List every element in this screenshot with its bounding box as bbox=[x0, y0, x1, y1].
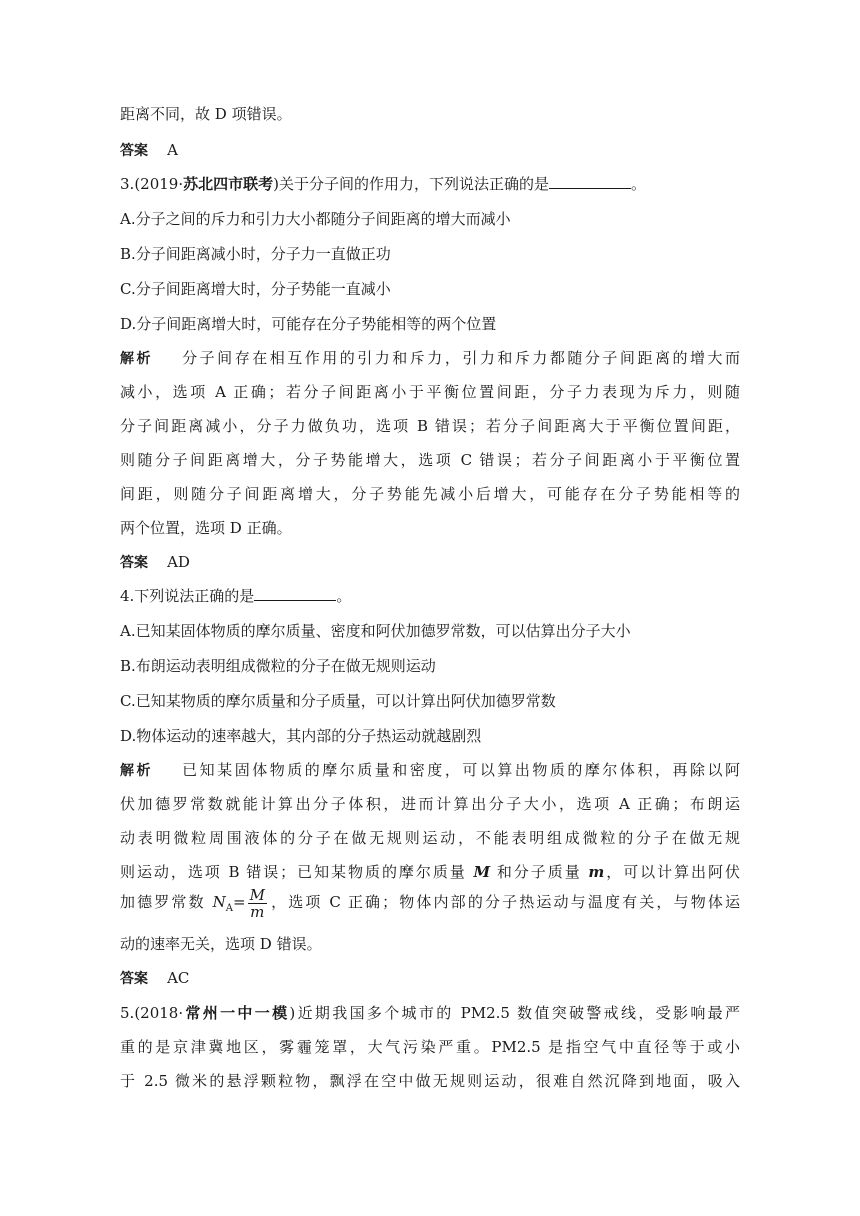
option-b: B.分子间距离减小时，分子力一直做正功 bbox=[120, 245, 391, 263]
analysis-line: 伏加德罗常数就能计算出分子体积，进而计算出分子大小，选项 A 正确；布朗运 bbox=[120, 795, 740, 813]
source-close: ) bbox=[273, 175, 279, 193]
answer-row bbox=[120, 552, 740, 573]
option-c: C.已知某物质的摩尔质量和分子质量，可以计算出阿伏加德罗常数 bbox=[120, 692, 556, 710]
answer-value: AD bbox=[167, 553, 190, 571]
question-text: 关于分子间的作用力，下列说法正确的是 bbox=[278, 175, 549, 193]
question-text-line: 于 2.5 微米的悬浮颗粒物，飘浮在空中做无规则运动，很难自然沉降到地面，吸入 bbox=[120, 1072, 740, 1090]
option-d: D.物体运动的速率越大，其内部的分子热运动就越剧烈 bbox=[120, 727, 482, 745]
option-d: D.分子间距离增大时，可能存在分子势能相等的两个位置 bbox=[120, 315, 497, 333]
analysis-line: 动表明微粒周围液体的分子在做无规则运动，不能表明组成微粒的分子在做无规 bbox=[120, 829, 740, 847]
answer-label: 答案 bbox=[120, 143, 148, 159]
symbol-M: M bbox=[473, 863, 491, 881]
question-end: 。 bbox=[336, 587, 352, 605]
answer-row bbox=[120, 140, 740, 161]
answer-blank bbox=[549, 174, 631, 189]
text-line: 距离不同，故 D 项错误。 bbox=[120, 105, 292, 123]
question-text-line: 重的是京津冀地区，雾霾笼罩，大气污染严重。PM2.5 是指空气中直径等于或小 bbox=[120, 1038, 740, 1056]
source-name: 苏北四市联考 bbox=[183, 175, 274, 193]
symbol-m: m bbox=[588, 863, 605, 881]
analysis-line: 则随分子间距离增大，分子势能增大，选项 C 错误；若分子间距离小于平衡位置 bbox=[120, 451, 740, 469]
question-text: 4.下列说法正确的是 bbox=[120, 587, 255, 605]
option-a: A.已知某固体物质的摩尔质量、密度和阿伏加德罗常数，可以估算出分子大小 bbox=[120, 622, 631, 640]
answer-blank bbox=[254, 586, 336, 601]
analysis-text: 加德罗常数 bbox=[120, 893, 213, 911]
answer-label: 答案 bbox=[120, 555, 148, 571]
fraction-numerator: M bbox=[249, 885, 265, 904]
question-4-stem bbox=[120, 586, 740, 606]
subscript-A: A bbox=[225, 903, 233, 914]
answer-row bbox=[120, 968, 740, 989]
equals-sign: = bbox=[233, 893, 246, 911]
analysis-text: 则运动，选项 B 错误；已知某物质的摩尔质量 bbox=[120, 863, 467, 881]
option-b: B.布朗运动表明组成微粒的分子在做无规则运动 bbox=[120, 657, 436, 675]
analysis-line bbox=[120, 348, 740, 369]
question-end: 。 bbox=[631, 175, 647, 193]
answer-value: AC bbox=[167, 969, 190, 987]
source-close: ) bbox=[289, 1004, 296, 1022]
question-number: 3. bbox=[120, 175, 135, 193]
analysis-label: 解析 bbox=[120, 351, 154, 367]
analysis-text: 和分子质量 bbox=[496, 863, 582, 881]
analysis-text: 已知某固体物质的摩尔质量和密度，可以算出物质的摩尔体积，再除以阿 bbox=[182, 761, 741, 779]
analysis-line: 间距，则随分子间距离增大，分子势能先减小后增大，可能存在分子势能相等的 bbox=[120, 485, 740, 503]
source-name: 常州一中一模 bbox=[183, 1004, 290, 1022]
analysis-text: ，选项 C 正确；物体内部的分子热运动与温度有关，与物体运 bbox=[268, 893, 740, 911]
answer-label: 答案 bbox=[120, 971, 148, 987]
answer-value: A bbox=[167, 141, 178, 159]
fraction bbox=[248, 887, 267, 920]
question-3-stem bbox=[120, 174, 740, 194]
fraction-denominator: m bbox=[250, 902, 265, 921]
analysis-line bbox=[120, 862, 740, 882]
question-5-stem bbox=[120, 1003, 740, 1023]
option-c: C.分子间距离增大时，分子势能一直减小 bbox=[120, 280, 391, 298]
option-a: A.分子之间的斥力和引力大小都随分子间距离的增大而减小 bbox=[120, 210, 511, 228]
source-year: (2019· bbox=[134, 175, 184, 193]
question-number: 5. bbox=[120, 1004, 135, 1022]
source-year: (2018· bbox=[134, 1004, 184, 1022]
analysis-line bbox=[120, 760, 740, 781]
analysis-line: 分子间距离减小，分子力做负功，选项 B 错误；若分子间距离大于平衡位置间距， bbox=[120, 417, 740, 435]
symbol-N: N bbox=[212, 893, 226, 911]
analysis-line: 减小，选项 A 正确；若分子间距离小于平衡位置间距，分子力表现为斥力，则随 bbox=[120, 383, 740, 401]
analysis-text: ，可以计算出阿伏 bbox=[604, 863, 740, 881]
analysis-label: 解析 bbox=[120, 763, 154, 779]
question-text: 近期我国多个城市的 PM2.5 数值突破警戒线，受影响最严 bbox=[295, 1004, 740, 1022]
formula-line bbox=[120, 884, 740, 927]
analysis-line: 两个位置，选项 D 正确。 bbox=[120, 519, 292, 537]
analysis-text: 分子间存在相互作用的引力和斥力，引力和斥力都随分子间距离的增大而 bbox=[182, 349, 741, 367]
analysis-line: 动的速率无关，选项 D 错误。 bbox=[120, 935, 322, 953]
